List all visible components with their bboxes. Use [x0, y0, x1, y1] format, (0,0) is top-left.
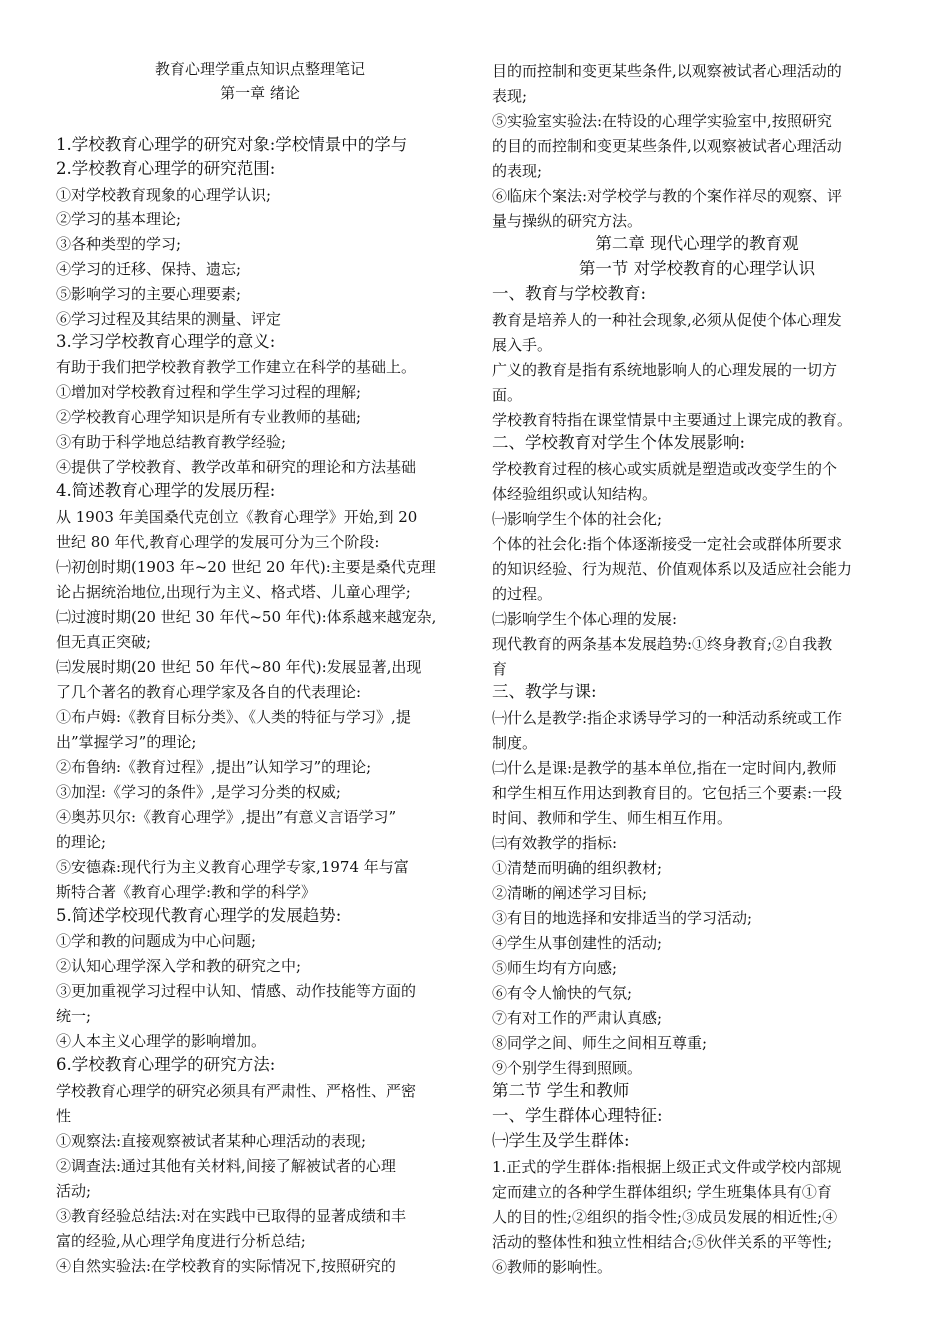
text-line: 活动;: [56, 1182, 92, 1200]
text-line: 定而建立的各种学生群体组织; 学生班集体具有①育: [492, 1183, 832, 1201]
text-line: ②清晰的阐述学习目标;: [492, 884, 648, 902]
text-line: ①清楚而明确的组织教材;: [492, 859, 663, 877]
text-line: 论占据统治地位,出现行为主义、格式塔、儿童心理学;: [56, 583, 411, 601]
text-line: 6.学校教育心理学的研究方法:: [56, 1055, 276, 1074]
text-line: 有助于我们把学校教育教学工作建立在科学的基础上。: [56, 358, 417, 376]
text-line: ⑧同学之间、师生之间相互尊重;: [492, 1034, 708, 1052]
text-line: 人的目的性;②组织的指令性;③成员发展的相近性;④: [492, 1208, 838, 1226]
text-line: ④自然实验法:在学校教育的实际情况下,按照研究的: [56, 1257, 396, 1275]
text-line: ①观察法:直接观察被试者某种心理活动的表现;: [56, 1132, 367, 1150]
text-line: ④提供了学校教育、教学改革和研究的理论和方法基础: [56, 458, 417, 476]
text-line: 育: [492, 660, 508, 678]
text-line: 的表现;: [492, 162, 543, 180]
text-line: ㈢有效教学的指标:: [492, 834, 618, 852]
text-line: 表现;: [492, 87, 528, 105]
text-line: ㈠影响学生个体的社会化;: [492, 510, 663, 528]
text-line: 富的经验,从心理学角度进行分析总结;: [56, 1232, 306, 1250]
chapter-2-heading: 第二章 现代心理学的教育观: [595, 234, 799, 253]
text-line: 但无真正突破;: [56, 633, 152, 651]
text-line: 了几个著名的教育心理学家及各自的代表理论:: [56, 683, 362, 701]
text-line: 2.学校教育心理学的研究范围:: [56, 159, 276, 178]
text-line: ㈡什么是课:是教学的基本单位,指在一定时间内,教师: [492, 759, 837, 777]
text-line: ①布卢姆:《教育目标分类》、《人类的特征与学习》,提: [56, 708, 411, 726]
text-line: ⑥学习过程及其结果的测量、评定: [56, 310, 282, 328]
text-line: ①增加对学校教育过程和学生学习过程的理解;: [56, 383, 362, 401]
text-line: ㈠初创时期(1903 年~20 世纪 20 年代):主要是桑代克理: [56, 558, 436, 576]
text-line: 3.学习学校教育心理学的意义:: [56, 332, 276, 351]
text-line: ㈢发展时期(20 世纪 50 年代~80 年代):发展显著,出现: [56, 658, 422, 676]
text-line: ③更加重视学习过程中认知、情感、动作技能等方面的: [56, 982, 417, 1000]
subsection-heading: 三、教学与课:: [492, 682, 597, 701]
text-line: ④学习的迁移、保持、遗忘;: [56, 260, 242, 278]
text-line: ①对学校教育现象的心理学认识;: [56, 186, 272, 204]
text-line: 1.学校教育心理学的研究对象:学校情景中的学与: [56, 135, 408, 154]
text-line: ③加涅:《学习的条件》,是学习分类的权威;: [56, 783, 341, 801]
text-line: ③有目的地选择和安排适当的学习活动;: [492, 909, 753, 927]
text-line: 广义的教育是指有系统地影响人的心理发展的一切方: [492, 361, 838, 379]
text-line: 的目的而控制和变更某些条件,以观察被试者心理活动: [492, 137, 842, 155]
text-line: ⑥临床个案法:对学校学与教的个案作祥尽的观察、评: [492, 187, 843, 205]
text-line: ⑥有令人愉快的气氛;: [492, 984, 633, 1002]
text-line: 和学生相互作用达到教育目的。它包括三个要素:一段: [492, 784, 843, 802]
chapter-1-heading: 第一章 绪论: [220, 84, 300, 102]
text-line: 制度。: [492, 734, 538, 752]
section-heading: 第一节 对学校教育的心理学认识: [578, 259, 816, 278]
text-line: ⑥教师的影响性。: [492, 1258, 613, 1276]
text-line: 时间、教师和学生、师生相互作用。: [492, 809, 733, 827]
text-line: 统一;: [56, 1007, 92, 1025]
text-line: 的知识经验、行为规范、价值观体系以及适应社会能力: [492, 560, 853, 578]
text-line: 展入手。: [492, 336, 553, 354]
text-line: 目的而控制和变更某些条件,以观察被试者心理活动的: [492, 62, 842, 80]
text-line: ㈡过渡时期(20 世纪 30 年代~50 年代):体系越来越宠杂,: [56, 608, 437, 626]
text-line: ③各种类型的学习;: [56, 235, 182, 253]
text-line: 学校教育心理学的研究必须具有严肃性、严格性、严密: [56, 1082, 417, 1100]
text-line: ②调查法:通过其他有关材料,间接了解被试者的心理: [56, 1157, 396, 1175]
text-line: ②学习的基本理论;: [56, 210, 182, 228]
text-line: ⑤师生均有方向感;: [492, 959, 618, 977]
subsection-heading: 一、教育与学校教育:: [492, 284, 647, 303]
text-line: ⑨个别学生得到照顾。: [492, 1059, 643, 1077]
text-line: ④学生从事创建性的活动;: [492, 934, 663, 952]
text-line: ③教育经验总结法:对在实践中已取得的显著成绩和丰: [56, 1207, 407, 1225]
subsection-heading: ㈠学生及学生群体:: [492, 1131, 630, 1150]
text-line: 性: [56, 1107, 72, 1125]
text-line: 体经验组织或认知结构。: [492, 485, 658, 503]
text-line: 的过程。: [492, 585, 553, 603]
text-line: 学校教育过程的核心或实质就是塑造或改变学生的个: [492, 460, 838, 478]
text-line: 的理论;: [56, 833, 107, 851]
text-line: ②认知心理学深入学和教的研究之中;: [56, 957, 302, 975]
text-line: 1.正式的学生群体:指根据上级正式文件或学校内部规: [492, 1158, 842, 1176]
text-line: ㈠什么是教学:指企求诱导学习的一种活动系统或工作: [492, 709, 843, 727]
text-line: 学校教育特指在课堂情景中主要通过上课完成的教育。: [492, 411, 853, 429]
section-heading: 第二节 学生和教师: [492, 1081, 630, 1100]
text-line: 出”掌握学习”的理论;: [56, 733, 197, 751]
text-line: ⑦有对工作的严肃认真感;: [492, 1009, 663, 1027]
text-line: 教育是培养人的一种社会现象,必须从促使个体心理发: [492, 311, 842, 329]
text-line: 面。: [492, 386, 523, 404]
text-line: ④人本主义心理学的影响增加。: [56, 1032, 267, 1050]
text-line: 活动的整体性和独立性相结合;⑤伙伴关系的平等性;: [492, 1233, 833, 1251]
text-line: ⑤影响学习的主要心理要素;: [56, 285, 242, 303]
text-line: ④奥苏贝尔:《教育心理学》,提出”有意义言语学习”: [56, 808, 397, 826]
text-line: ①学和教的问题成为中心问题;: [56, 932, 257, 950]
text-line: 从 1903 年美国桑代克创立《教育心理学》开始,到 20: [56, 508, 418, 526]
text-line: 世纪 80 年代,教育心理学的发展可分为三个阶段:: [56, 533, 380, 551]
text-line: 个体的社会化:指个体逐渐接受一定社会或群体所要求: [492, 535, 843, 553]
subsection-heading: 一、学生群体心理特征:: [492, 1106, 663, 1125]
document-title: 教育心理学重点知识点整理笔记: [154, 60, 365, 78]
subsection-heading: 二、学校教育对学生个体发展影响:: [492, 433, 746, 452]
text-line: ②学校教育心理学知识是所有专业教师的基础;: [56, 408, 362, 426]
text-line: 4.简述教育心理学的发展历程:: [56, 481, 276, 500]
text-line: 量与操纵的研究方法。: [492, 212, 643, 230]
text-line: ㈡影响学生个体心理的发展:: [492, 610, 678, 628]
text-line: ⑤安德森:现代行为主义教育心理学专家,1974 年与富: [56, 858, 409, 876]
text-line: 5.简述学校现代教育心理学的发展趋势:: [56, 906, 342, 925]
text-line: 现代教育的两条基本发展趋势:①终身教育;②自我教: [492, 635, 833, 653]
text-line: ②布鲁纳:《教育过程》,提出”认知学习”的理论;: [56, 758, 372, 776]
text-line: ⑤实验室实验法:在特设的心理学实验室中,按照研究: [492, 112, 832, 130]
text-line: ③有助于科学地总结教育教学经验;: [56, 433, 287, 451]
text-line: 斯特合著《教育心理学:教和学的科学》: [56, 883, 317, 901]
